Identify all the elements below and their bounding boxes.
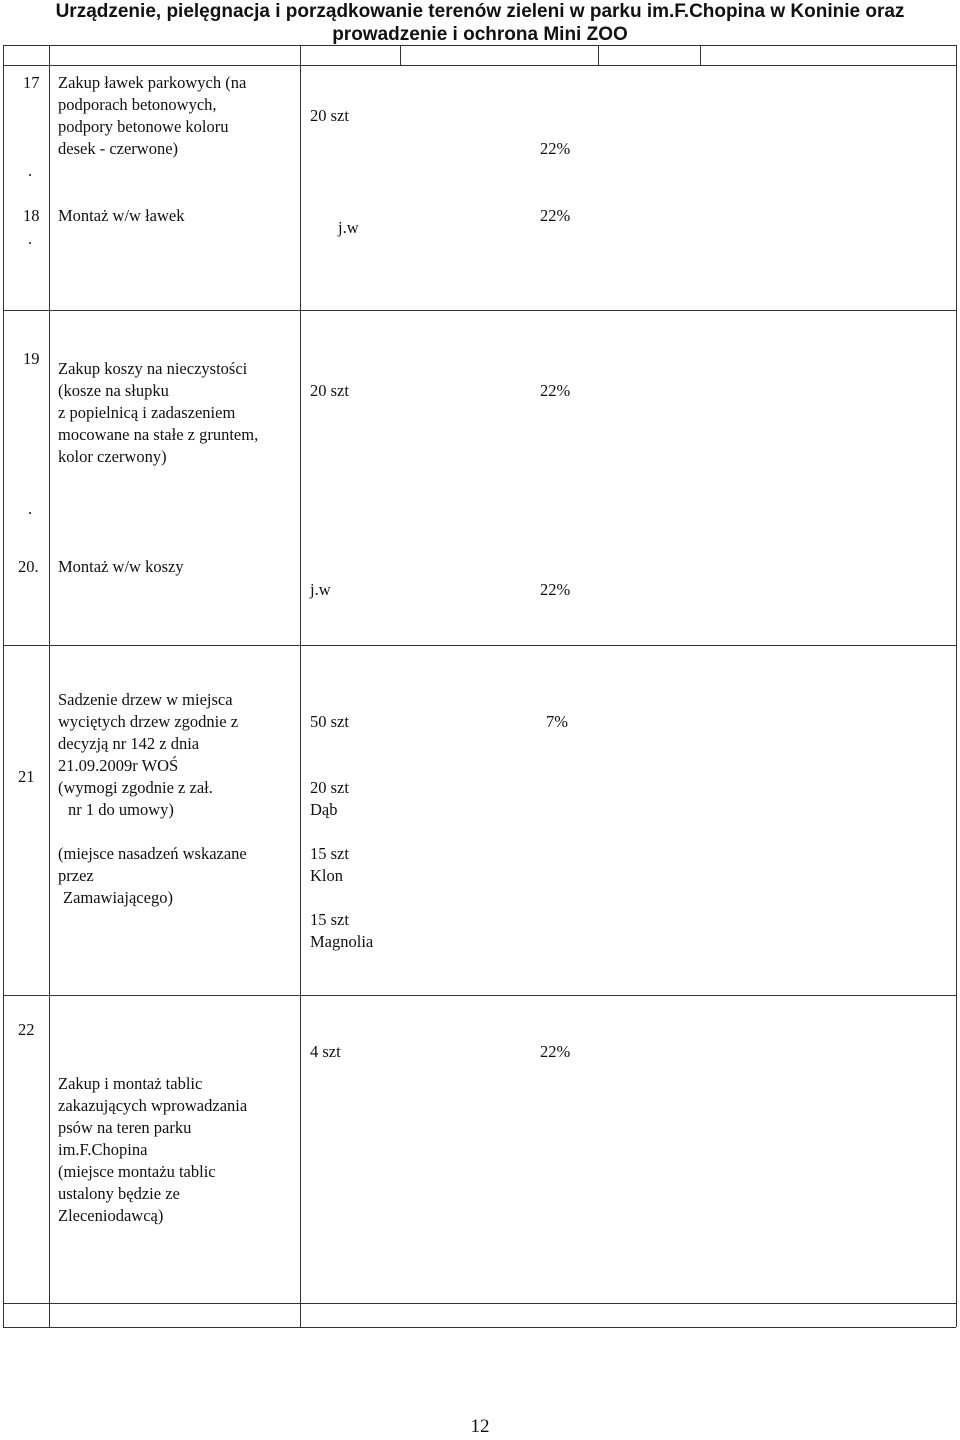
table-border-left [3,45,4,1327]
row-description-line: Sadzenie drzew w miejsca [58,690,233,709]
row-quantity: 20 szt [310,106,349,125]
table-header-line [3,65,956,66]
row-description-line: nr 1 do umowy) [68,800,174,819]
row-description-line: z popielnicą i zadaszeniem [58,403,236,422]
row-number: 18 [23,206,40,225]
row-divider [3,995,956,996]
row-description-line: wyciętych drzew zgodnie z [58,712,239,731]
column-divider-quantity [400,45,401,65]
page-number: 12 [470,1416,490,1437]
row-vat: 7% [546,712,568,731]
row-description-line: Zakup koszy na nieczystości [58,359,248,378]
row-description-line: Montaż w/w koszy [58,557,184,576]
row-quantity-species: Magnolia [310,932,374,951]
header-line-2: prowadzenie i ochrona Mini ZOO [332,24,628,45]
row-description-line: Zakup i montaż tablic [58,1074,203,1093]
row-description-line: (miejsce montażu tablic [58,1162,216,1181]
column-divider-description [300,45,301,1327]
row-number-dot: . [28,499,33,518]
row-description-line: mocowane na stałe z gruntem, [58,425,259,444]
document-header [0,0,960,46]
row-quantity-count: 15 szt [310,910,349,929]
row-vat: 22% [540,206,571,225]
row-note-line: przez [58,866,94,885]
row-vat: 22% [540,139,571,158]
row-description-line: psów na teren parku [58,1118,192,1137]
row-divider [3,1303,956,1304]
table-top-border [3,45,956,46]
row-quantity: 20 szt [310,381,349,400]
row-number: 19 [23,349,40,368]
row-quantity-total: 50 szt [310,712,349,731]
row-description-line: (kosze na słupku [58,381,169,400]
column-divider-vat [598,45,599,65]
row-number: 21 [18,767,35,786]
row-description-line: (wymogi zgodnie z zał. [58,778,213,797]
column-divider-nr [49,45,50,1327]
row-number-dot: . [28,229,33,248]
row-quantity-species: Klon [310,866,343,885]
row-number-dot: . [28,161,33,180]
row-description-line: podporach betonowych, [58,95,217,114]
row-description-line: kolor czerwony) [58,447,167,466]
header-line-1: Urządzenie, pielęgnacja i porządkowanie terenów zieleni w parku im.F.Chopina w Koninie oraz [55,1,905,22]
row-note-line: Zamawiającego) [63,888,173,907]
row-number: 17 [23,73,40,92]
row-description-line: podpory betonowe koloru [58,117,229,136]
table-bottom-border [3,1327,956,1328]
row-divider [3,645,956,646]
row-description-line: ustalony będzie ze [58,1184,180,1203]
row-description-line: im.F.Chopina [58,1140,148,1159]
row-number: 22 [18,1020,35,1039]
row-description-line: Zakup ławek parkowych (na [58,73,247,92]
row-description-line: 21.09.2009r WOŚ [58,756,179,775]
row-divider [3,310,956,311]
column-divider-last [700,45,701,65]
row-quantity: j.w [338,218,359,237]
row-quantity-species: Dąb [310,800,338,819]
row-quantity: j.w [310,580,331,599]
row-quantity-count: 15 szt [310,844,349,863]
row-note-line: (miejsce nasadzeń wskazane [58,844,247,863]
row-quantity-count: 20 szt [310,778,349,797]
row-number: 20. [18,557,39,576]
table-border-right [956,45,957,1327]
row-vat: 22% [540,381,571,400]
row-description-line: Zleceniodawcą) [58,1206,164,1225]
row-vat: 22% [540,1042,571,1061]
row-vat: 22% [540,580,571,599]
row-quantity: 4 szt [310,1042,341,1061]
row-description-line: zakazujących wprowadzania [58,1096,248,1115]
row-description-line: decyzją nr 142 z dnia [58,734,200,753]
row-description-line: Montaż w/w ławek [58,206,185,225]
row-description-line: desek - czerwone) [58,139,179,158]
